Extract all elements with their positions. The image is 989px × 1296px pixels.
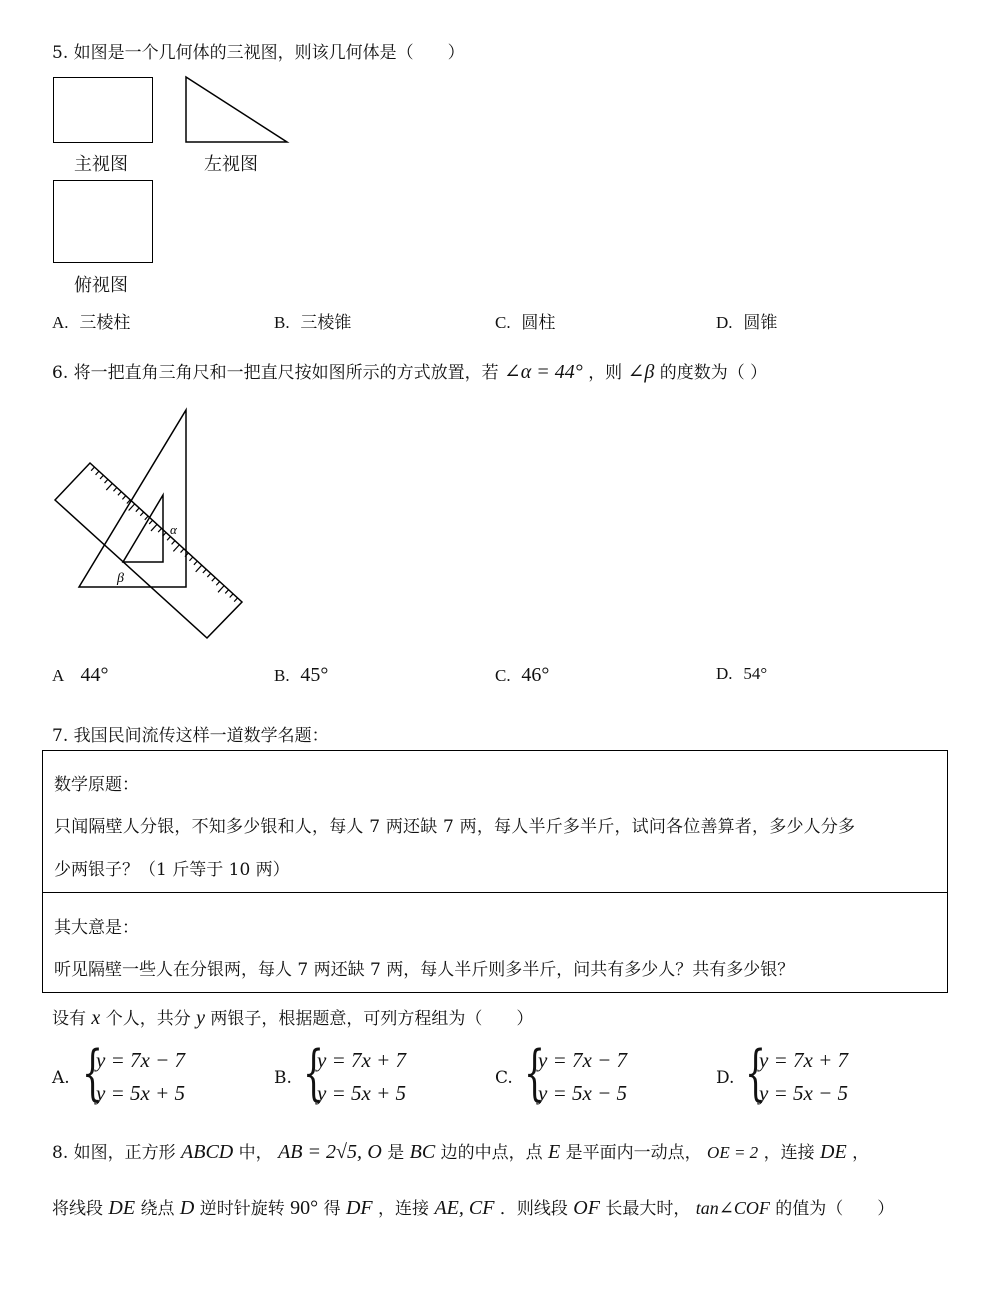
ruler-tick — [230, 594, 233, 598]
q7-option-c-label[interactable]: C. — [495, 1068, 513, 1088]
ruler-tick — [203, 569, 206, 573]
q8-line1: 8. 如图，正方形 ABCD 中， AB = 2√5, O 是 BC 边的中点，点 E 是平面内一动点， OE = 2 ，连接 DE ， — [52, 1141, 870, 1163]
figure-beta-label: β — [117, 571, 124, 586]
q5-option-c[interactable]: C. 圆柱 — [495, 313, 556, 333]
ruler-tick — [167, 537, 170, 541]
q7-option-a-eq1: y = 7x − 7 — [96, 1048, 185, 1072]
ruler-tick — [106, 483, 112, 490]
q7-option-a-label[interactable]: A. — [52, 1068, 70, 1088]
ruler-tick — [145, 516, 148, 520]
figure-alpha-label: α — [170, 522, 177, 537]
q8-line2: 将线段 DE 绕点 D 逆时针旋转 90° 得 DF ，连接 AE, CF ．则线段 OF 长最大时， tan∠COF 的值为（ ） — [52, 1197, 895, 1219]
ruler-tick — [113, 488, 116, 492]
ruler-tick — [96, 471, 99, 475]
box2-line1: 听见隔壁一些人在分银两，每人 7 两还缺 7 两，每人半斤则多半斤，问共有多少人？共有多少银？ — [54, 960, 795, 980]
q6-option-c[interactable]: C. 46° — [495, 664, 550, 686]
q5-option-d[interactable]: D. 圆锥 — [716, 313, 778, 333]
q7-option-d-brace: { — [745, 1038, 767, 1108]
top-view-caption: 俯视图 — [74, 275, 128, 296]
q7-option-c-brace: { — [524, 1038, 546, 1108]
front-view-rectangle — [53, 77, 153, 143]
story-divider — [42, 892, 948, 893]
ruler-tick — [118, 492, 121, 496]
ruler-tick — [105, 479, 108, 483]
box1-line2: 少两银子？（1 斤等于 10 两） — [54, 860, 290, 880]
ruler-tick — [234, 598, 237, 602]
q7-option-d-eq1: y = 7x + 7 — [759, 1048, 848, 1072]
q7-option-c-eq2: y = 5x − 5 — [538, 1081, 627, 1105]
q5-stem: 5. 如图是一个几何体的三视图，则该几何体是（ ） — [52, 43, 465, 63]
ruler-tick — [216, 582, 219, 586]
top-view-rectangle — [53, 180, 153, 263]
ruler-tick — [207, 573, 210, 577]
ruler-triangle-figure — [50, 405, 250, 645]
q7-option-a-eq2: y = 5x + 5 — [96, 1081, 185, 1105]
q7-option-b-eq1: y = 7x + 7 — [317, 1048, 406, 1072]
ruler-ticks — [91, 467, 237, 602]
ruler-tick — [172, 541, 175, 545]
q7-option-b-label[interactable]: B. — [274, 1068, 292, 1088]
box1-line1: 只闻隔壁人分银，不知多少银和人，每人 7 两还缺 7 两，每人半斤多半斤，试问各位善算者，多少人分多 — [54, 817, 856, 837]
q7-option-d-label[interactable]: D. — [716, 1068, 735, 1088]
box2-title: 其大意是： — [54, 918, 139, 938]
front-view-caption: 主视图 — [74, 154, 128, 175]
q7-option-b-eq2: y = 5x + 5 — [317, 1081, 406, 1105]
ruler-tick — [189, 557, 192, 561]
q5-option-b[interactable]: B. 三棱锥 — [274, 313, 352, 333]
q5-option-a[interactable]: A. 三棱柱 — [52, 313, 131, 333]
q7-option-c-eq1: y = 7x − 7 — [538, 1048, 627, 1072]
q7-option-b-brace: { — [303, 1038, 325, 1108]
ruler-tick — [225, 590, 228, 594]
ruler-tick — [158, 528, 161, 532]
ruler-tick — [212, 577, 215, 581]
ruler-tick — [129, 504, 135, 511]
ruler-tick — [122, 496, 125, 500]
q7-setup: 设有 x 个人，共分 y 两银子，根据题意，可列方程组为（ ） — [52, 1007, 534, 1029]
ruler-tick — [151, 524, 157, 531]
ruler-tick — [196, 565, 202, 572]
q6-option-d[interactable]: D. 54° — [716, 664, 768, 683]
q6-option-b[interactable]: B. 45° — [274, 664, 329, 686]
ruler-tick — [140, 512, 143, 516]
q7-stem: 7. 我国民间流传这样一道数学名题： — [52, 726, 329, 746]
box1-title: 数学原题： — [54, 775, 139, 795]
ruler-tick — [149, 520, 152, 524]
ruler-tick — [173, 545, 179, 552]
ruler-tick — [181, 549, 184, 553]
q7-option-d-eq2: y = 5x − 5 — [759, 1081, 848, 1105]
ruler-tick — [91, 467, 94, 471]
ruler-tick — [194, 561, 197, 565]
ruler-tick — [100, 475, 103, 479]
q7-option-a-brace: { — [82, 1038, 104, 1108]
q6-stem: 6. 将一把直角三角尺和一把直尺按如图所示的方式放置，若 ∠α = 44° ，则 ∠β 的度数为（ ） — [52, 361, 768, 383]
ruler-tick — [218, 586, 224, 593]
left-view-triangle — [184, 74, 290, 146]
ruler-tick — [136, 508, 139, 512]
left-view-caption: 左视图 — [204, 154, 258, 175]
q6-option-a[interactable]: A 44° — [52, 664, 109, 686]
